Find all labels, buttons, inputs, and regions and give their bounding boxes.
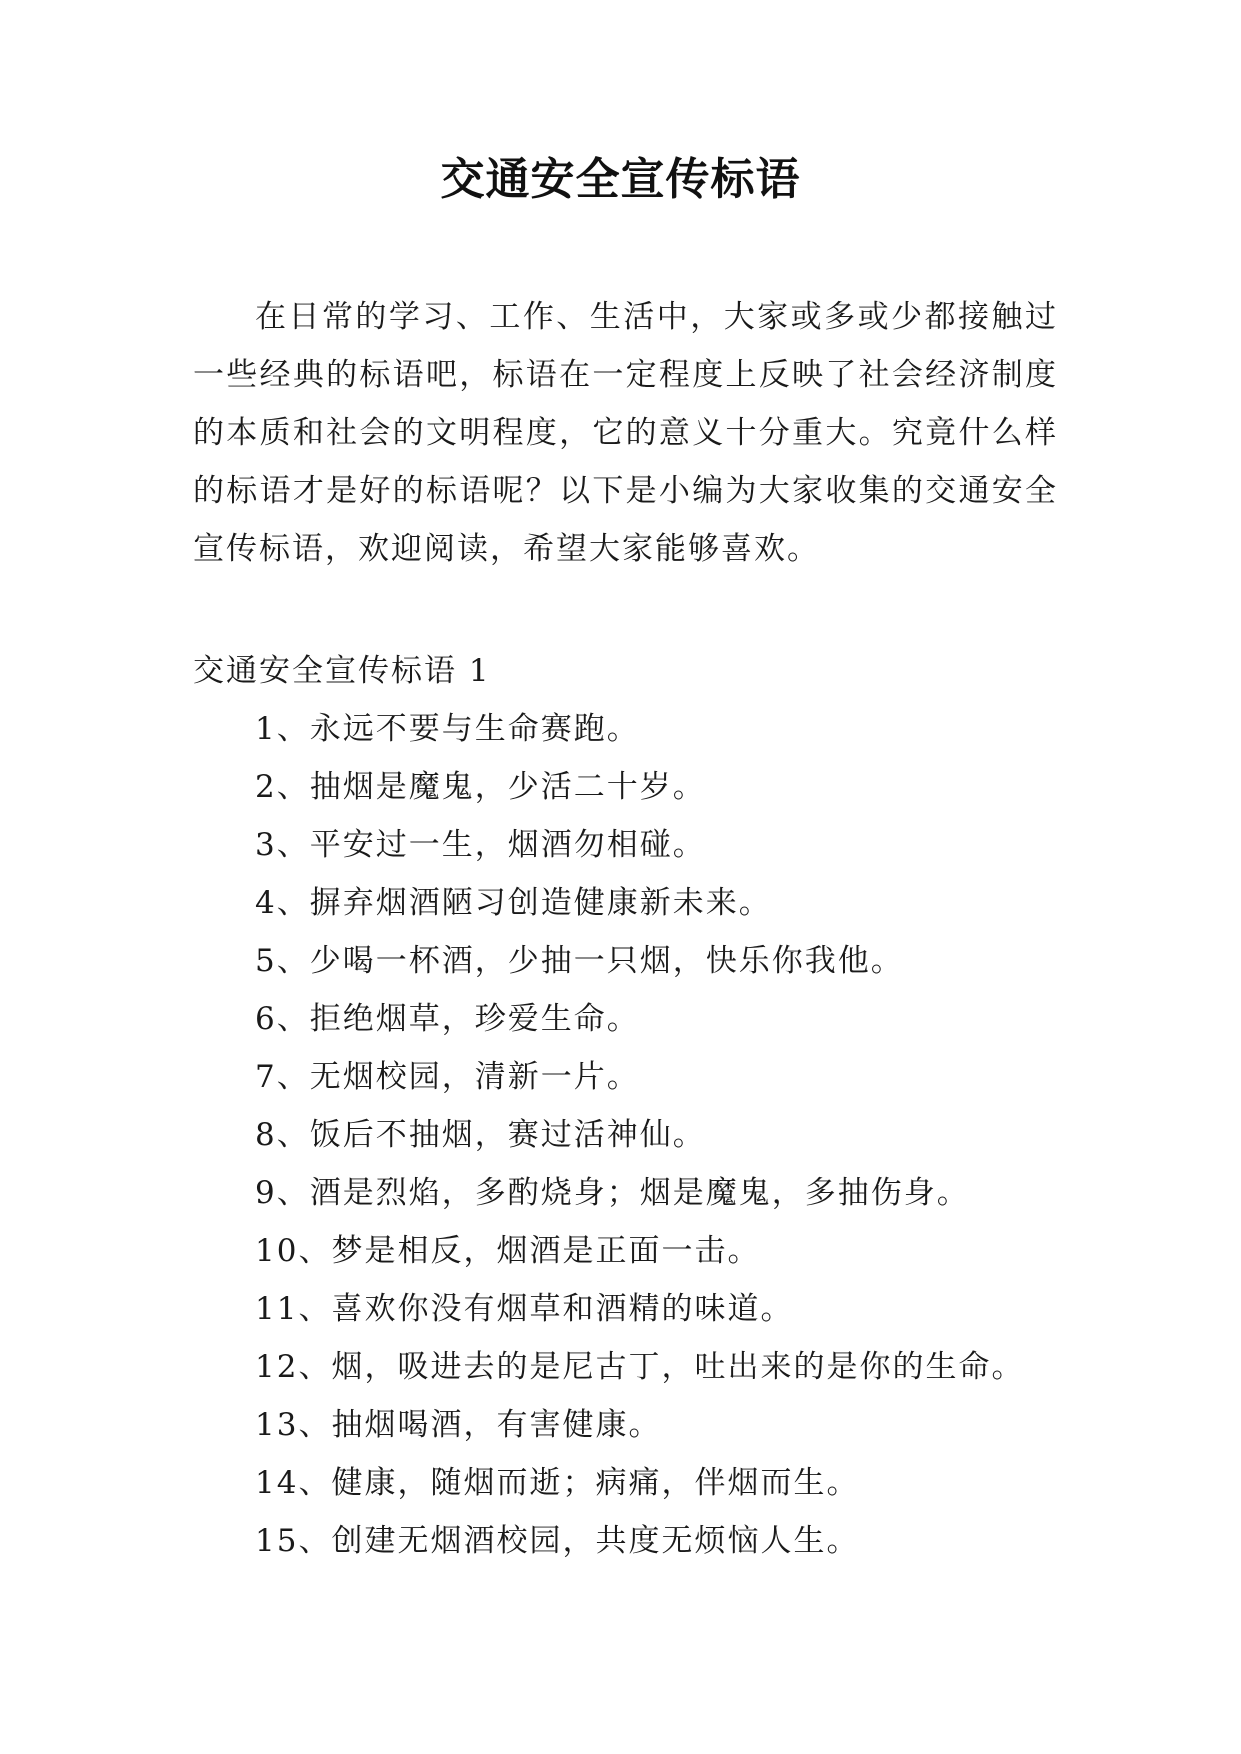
slogan-item-15: 15、创建无烟酒校园，共度无烦恼人生。 xyxy=(255,1523,860,1559)
slogan-item-4: 4、摒弃烟酒陋习创造健康新未来。 xyxy=(255,885,772,921)
slogan-item-11: 11、喜欢你没有烟草和酒精的味道。 xyxy=(255,1291,794,1327)
slogan-item-6: 6、拒绝烟草，珍爱生命。 xyxy=(255,1001,640,1037)
slogan-item-13: 13、抽烟喝酒，有害健康。 xyxy=(255,1407,662,1443)
slogan-item-7: 7、无烟校园，清新一片。 xyxy=(255,1059,640,1095)
slogan-list xyxy=(255,700,1075,1570)
slogan-item-14: 14、健康，随烟而逝；病痛，伴烟而生。 xyxy=(255,1465,860,1501)
slogan-item-1: 1、永远不要与生命赛跑。 xyxy=(255,711,640,747)
slogan-item-10: 10、梦是相反，烟酒是正面一击。 xyxy=(255,1233,761,1269)
slogan-item-12: 12、烟，吸进去的是尼古丁，吐出来的是你的生命。 xyxy=(255,1349,1025,1385)
section-heading: 交通安全宣传标语 1 xyxy=(193,653,491,689)
slogan-item-8: 8、饭后不抽烟，赛过活神仙。 xyxy=(255,1117,706,1153)
slogan-item-2: 2、抽烟是魔鬼，少活二十岁。 xyxy=(255,769,706,805)
document-title: 交通安全宣传标语 xyxy=(440,154,801,205)
intro-paragraph: 在日常的学习、工作、生活中，大家或多或少都接触过一些经典的标语吧，标语在一定程度上反映了社会经济制度的本质和社会的文明程度，它的意义十分重大。究竟什么样的标语才是好的标语呢？以下是小编为大家收集的交通安全宣传标语，欢迎阅读，希望大家能够喜欢。 xyxy=(193,299,1058,567)
slogan-item-5: 5、少喝一杯酒，少抽一只烟，快乐你我他。 xyxy=(255,943,904,979)
slogan-item-3: 3、平安过一生，烟酒勿相碰。 xyxy=(255,827,706,863)
slogan-item-9: 9、酒是烈焰，多酌烧身；烟是魔鬼，多抽伤身。 xyxy=(255,1175,970,1211)
